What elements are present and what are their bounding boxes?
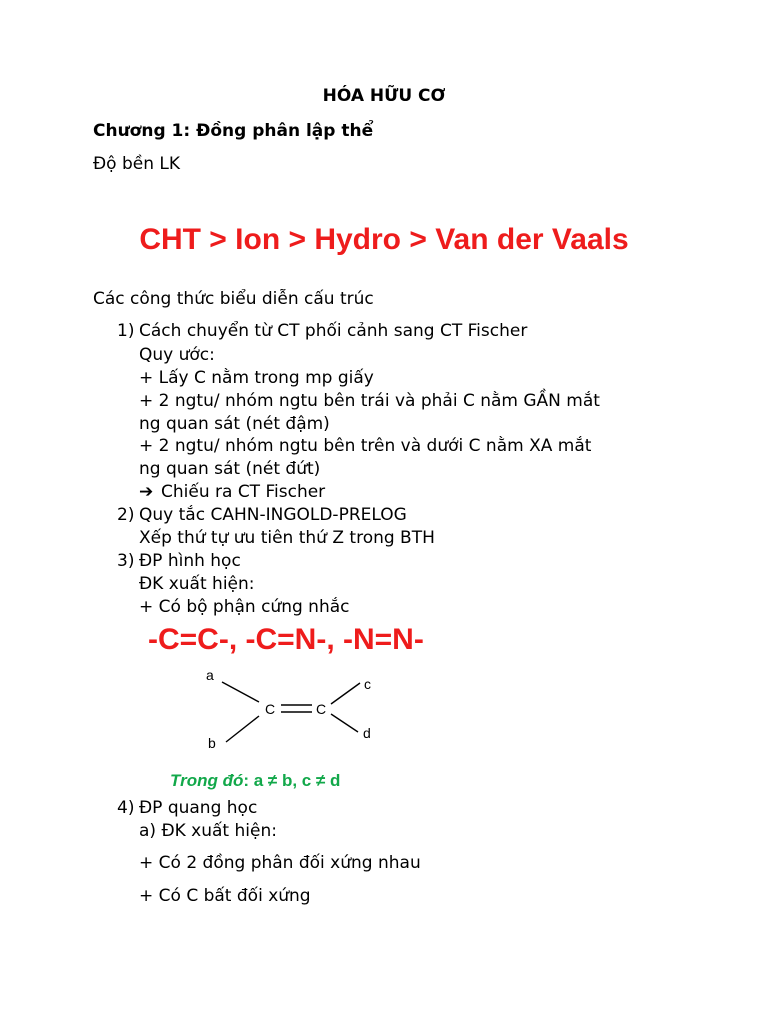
bond-d <box>331 714 358 732</box>
item-3-line: ĐK xuất hiện: <box>139 574 255 594</box>
rigid-bond-examples: -C=C-, -C=N-, -N=N- <box>148 623 424 656</box>
item-2-title: Quy tắc CAHN-INGOLD-PRELOG <box>139 505 407 525</box>
item-3-number: 3) <box>117 551 135 571</box>
item-1-title: Cách chuyển từ CT phối cảnh sang CT Fischer <box>139 321 528 341</box>
item-1-line: ng quan sát (nét đậm) <box>139 414 330 434</box>
label-c: c <box>364 676 371 692</box>
chapter-heading: Chương 1: Đồng phân lập thể <box>93 121 374 141</box>
conclusion-text: Chiếu ra CT Fischer <box>161 482 326 502</box>
item-2-line: Xếp thứ tự ưu tiên thứ Z trong BTH <box>139 528 435 548</box>
bond-c <box>331 683 360 704</box>
carbon-left: C <box>265 701 276 717</box>
item-1-number: 1) <box>117 321 135 341</box>
item-1-line: + 2 ngtu/ nhóm ngtu bên trên và dưới C nằm XA mắt <box>139 436 592 456</box>
geometric-isomer-diagram <box>148 664 394 764</box>
structure-heading: Các công thức biểu diễn cấu trúc <box>93 289 374 309</box>
carbon-right: C <box>316 701 327 717</box>
item-4-line: a) ĐK xuất hiện: <box>139 821 277 841</box>
label-a: a <box>206 667 214 683</box>
item-4-number: 4) <box>117 798 135 818</box>
bond-b <box>226 716 259 742</box>
item-4-line: + Có 2 đồng phân đối xứng nhau <box>139 853 421 873</box>
bond-a <box>222 682 259 702</box>
bond-strength-label: Độ bền LK <box>93 154 181 174</box>
arrow-right-icon: ➔ <box>139 482 154 502</box>
item-2-number: 2) <box>117 505 135 525</box>
item-1-line: + 2 ngtu/ nhóm ngtu bên trái và phải C nằm GẦN mắt <box>139 391 600 411</box>
item-1-conclusion <box>139 481 325 504</box>
bond-strength-order: CHT > Ion > Hydro > Van der Vaals <box>139 223 629 256</box>
item-1-line: ng quan sát (nét đứt) <box>139 459 321 479</box>
label-b: b <box>208 735 216 751</box>
condition-text: : a ≠ b, c ≠ d <box>243 771 341 790</box>
item-4-title: ĐP quang học <box>139 798 258 818</box>
document-title: HÓA HỮU CƠ <box>322 86 446 106</box>
item-1-line: Quy ước: <box>139 345 215 365</box>
label-d: d <box>363 725 371 741</box>
item-4-line: + Có C bất đối xứng <box>139 886 311 906</box>
item-3-line: + Có bộ phận cứng nhắc <box>139 597 350 617</box>
condition-note <box>170 770 340 792</box>
item-3-title: ĐP hình học <box>139 551 241 571</box>
condition-label: Trong đó <box>170 771 244 790</box>
item-1-line: + Lấy C nằm trong mp giấy <box>139 368 374 388</box>
